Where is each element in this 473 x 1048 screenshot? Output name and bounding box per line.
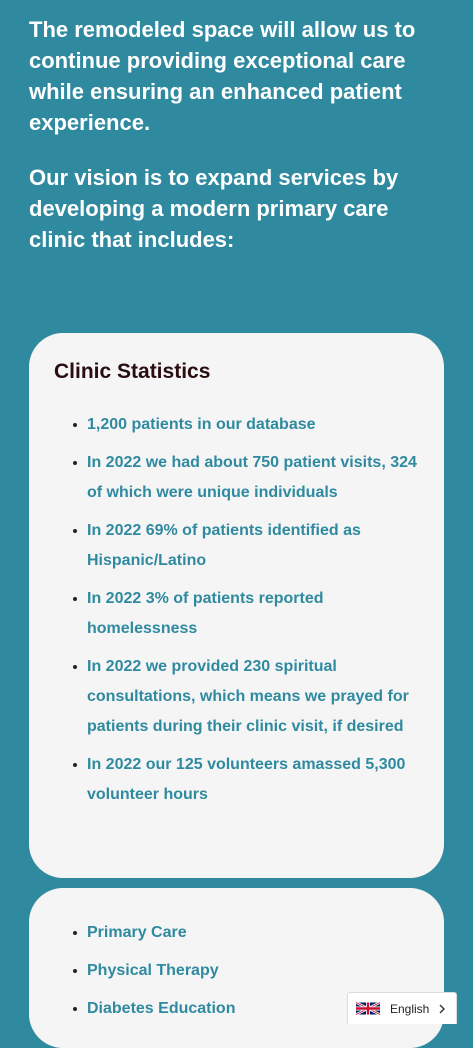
list-item: In 2022 our 125 volunteers amassed 5,300 volunteer hours <box>87 750 420 810</box>
clinic-statistics-list <box>54 410 420 810</box>
intro-paragraph-remodel: The remodeled space will allow us to continue providing exceptional care while ensuring an enhanced patient experience. <box>29 17 416 135</box>
intro-text <box>29 14 449 255</box>
uk-flag-icon <box>356 1001 380 1016</box>
list-item: Physical Therapy <box>87 956 420 986</box>
list-item: Diabetes Education <box>87 994 420 1024</box>
services-card <box>29 888 444 1048</box>
clinic-statistics-card <box>29 333 444 878</box>
list-item: In 2022 we had about 750 patient visits, 324 of which were unique individuals <box>87 448 420 508</box>
list-item: 1,200 patients in our database <box>87 410 420 440</box>
clinic-statistics-title: Clinic Statistics <box>54 360 211 383</box>
chevron-right-icon <box>438 1004 446 1014</box>
list-item: In 2022 3% of patients reported homelessness <box>87 584 420 644</box>
intro-paragraph-vision: Our vision is to expand services by developing a modern primary care clinic that includes: <box>29 165 399 252</box>
language-label: English <box>390 1001 430 1016</box>
list-item: In 2022 69% of patients identified as Hispanic/Latino <box>87 516 420 576</box>
list-item: In 2022 we provided 230 spiritual consultations, which means we prayed for patients during their clinic visit, if desired <box>87 652 420 742</box>
language-switcher-button[interactable] <box>347 992 457 1024</box>
list-item: Primary Care <box>87 918 420 948</box>
